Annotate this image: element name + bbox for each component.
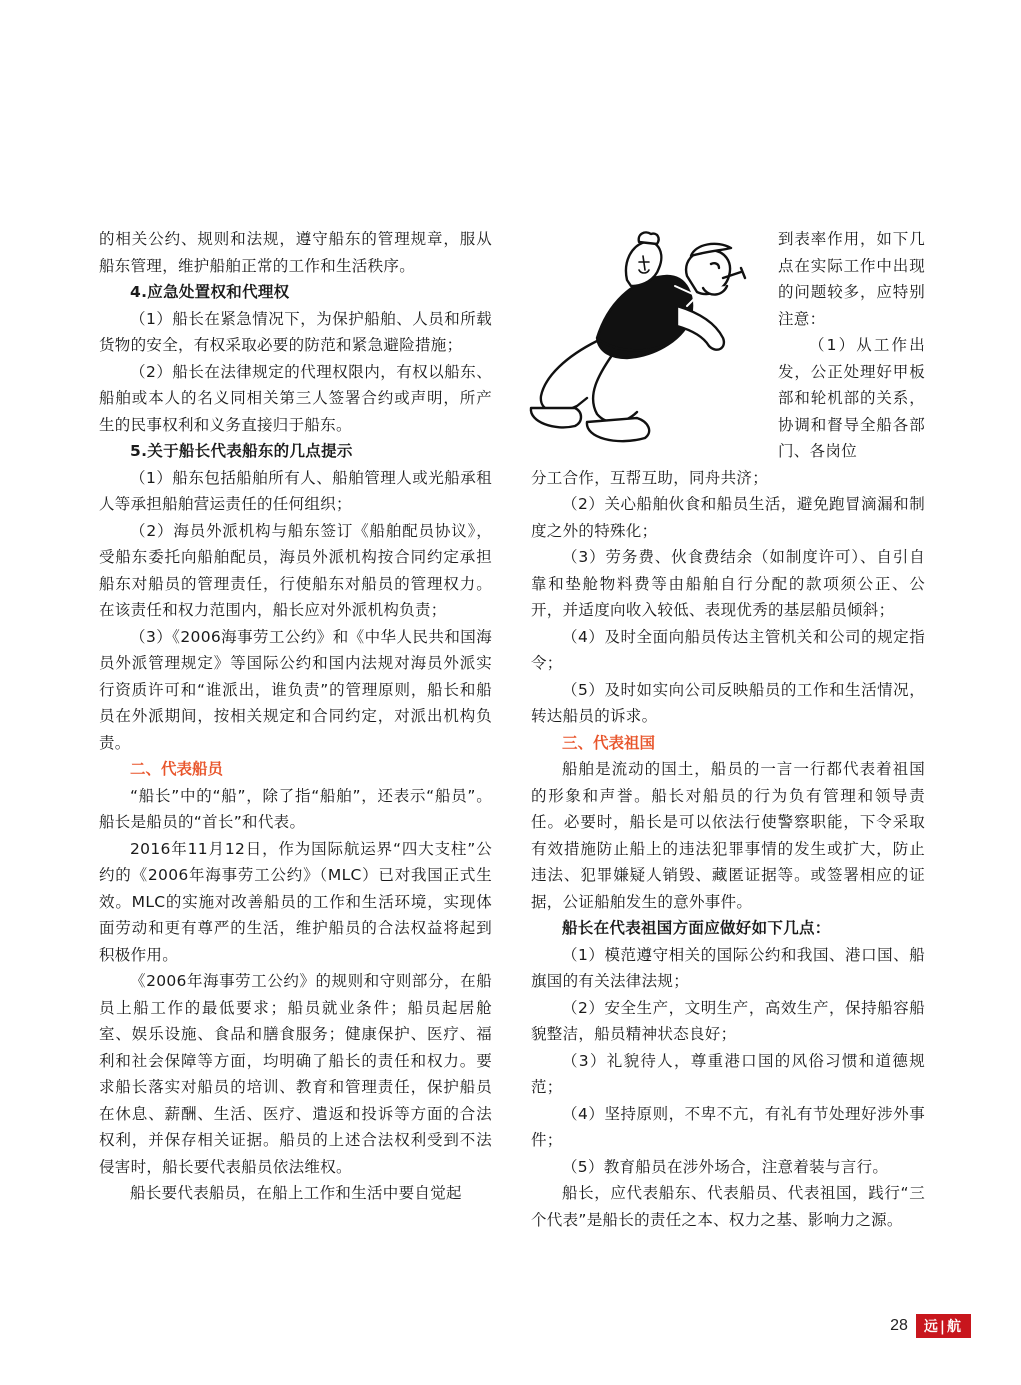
subheading: 4.应急处置权和代理权 (130, 283, 290, 301)
page-number: 28 (890, 1317, 908, 1334)
right-column (531, 226, 925, 1233)
paragraph: 船长，应代表船东、代表船员、代表祖国，践行“三个代表”是船长的责任之本、权力之基、影响力之源。 (531, 1184, 925, 1229)
paragraph: （3）礼貌待人，尊重港口国的风俗习惯和道德规范； (531, 1051, 925, 1096)
paragraph: （5）教育船员在涉外场合，注意着装与言行。 (562, 1157, 889, 1176)
paragraph: 船舶是流动的国土，船员的一言一行都代表着祖国的形象和声誉。船长对船员的行为负有管理和领导责任。必要时，船长是可以依法行使警察职能，下令采取有效措施防止船上的违法犯罪事情的发生或扩大，防止违法、犯罪嫌疑人销毁、藏匿证据等。或签署相应的证据，公证船舶发生的意外事件。 (531, 760, 925, 911)
paragraph: （1）从工作出发，公正处理好甲板部和轮机部的关系，协调和督导全船各部门、各岗位 (778, 336, 925, 460)
paragraph: （1）模范遵守相关的国际公约和我国、港口国、船旗国的有关法律法规； (531, 945, 925, 990)
subheading: 5.关于船长代表船东的几点提示 (130, 442, 353, 460)
magazine-logo: 远|航 (916, 1314, 971, 1338)
right-main-text (531, 465, 925, 1234)
paragraph: 的相关公约、规则和法规，遵守船东的管理规章，服从船东管理，维护船舶正常的工作和生活秩序。 (99, 230, 492, 275)
paragraph: 船长要代表船员，在船上工作和生活中要自觉起 (130, 1184, 462, 1202)
paragraph: （2）海员外派机构与船东签订《船舶配员协议》，受船东委托向船舶配员，海员外派机构按合同约定承担船东对船员的管理责任，行使船东对船员的管理权力。在该责任和权力范围内，船长应对外派机构负责； (99, 521, 492, 619)
section-heading: 三、代表祖国 (562, 733, 656, 752)
left-column (99, 226, 492, 1207)
paragraph: （1）船东包括船舶所有人、船舶管理人或光船承租人等承担船舶营运责任的任何组织； (99, 468, 492, 513)
subheading: 船长在代表祖国方面应做好如下几点： (562, 919, 831, 937)
paragraph: （5）及时如实向公司反映船员的工作和生活情况，转达船员的诉求。 (531, 680, 925, 725)
paragraph: （4）坚持原则，不卑不亢，有礼有节处理好涉外事件； (531, 1104, 925, 1149)
section-heading: 二、代表船员 (130, 760, 224, 778)
paragraph: 到表率作用，如下几点在实际工作中出现的问题较多，应特别注意： (778, 230, 925, 328)
paragraph: （4）及时全面向船员传达主管机关和公司的规定指令； (531, 627, 925, 672)
paragraph: 分工合作，互帮互助，同舟共济； (531, 468, 769, 487)
paragraph: 《2006年海事劳工公约》的规则和守则部分，在船员上船工作的最低要求；船员就业条件；船员起居舱室、娱乐设施、食品和膳食服务；健康保护、医疗、福利和社会保障等方面，均明确了船长的责任和权力。要求船长落实对船员的培训、教育和管理责任，保护船员在休息、薪酬、生活、医疗、遣返和投诉等方面的合法权利，并保存相关证据。船员的上述合法权利受到不法侵害时，船长要代表船员依法维权。 (99, 972, 492, 1176)
right-wrap-text (778, 226, 925, 465)
paragraph: 2016年11月12日，作为国际航运界“四大支柱”公约的《2006年海事劳工公约》（MLC）已对我国正式生效。MLC的实施对改善船员的工作和生活环境，实现体面劳动和更有尊严的生活，维护船员的合法权益将起到积极作用。 (99, 839, 492, 964)
page-footer (890, 1314, 971, 1338)
paragraph: （2）关心船舶伙食和船员生活，避免跑冒滴漏和制度之外的特殊化； (531, 495, 925, 540)
paragraph: （3）劳务费、伙食费结余（如制度许可）、自引自靠和垫舱物料费等由船舶自行分配的款项须公正、公开，并适度向收入较低、表现优秀的基层船员倾斜； (531, 548, 925, 619)
paragraph: （3）《2006海事劳工公约》和《中华人民共和国海员外派管理规定》等国际公约和国内法规对海员外派实行资质许可和“谁派出，谁负责”的管理原则，船长和船员在外派期间，按相关规定和合同约定，对派出机构负责。 (99, 627, 492, 752)
paragraph: （1）船长在紧急情况下，为保护船舶、人员和所载货物的安全，有权采取必要的防范和紧急避险措施； (99, 309, 492, 354)
paragraph: （2）安全生产，文明生产，高效生产，保持船容船貌整洁，船员精神状态良好； (531, 998, 925, 1043)
paragraph: “船长”中的“船”，除了指“船舶”，还表示“船员”。船长是船员的“首长”和代表。 (99, 786, 492, 831)
paragraph: （2）船长在法律规定的代理权限内，有权以船东、船舶或本人的名义同相关第三人签署合约或声明，所产生的民事权利和义务直接归于船东。 (99, 362, 492, 434)
